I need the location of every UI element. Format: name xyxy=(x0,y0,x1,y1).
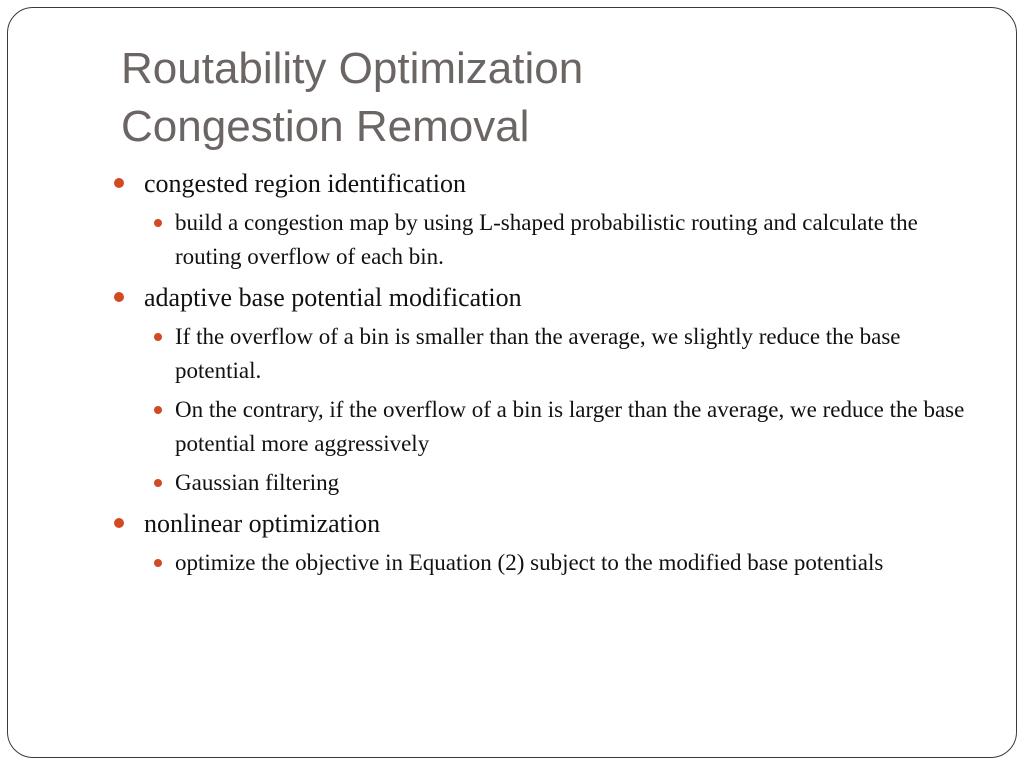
bullet-item xyxy=(113,166,973,274)
sub-bullet-text: build a congestion map by using L-shaped probabilistic routing and calculate the routing overflow of each bin. xyxy=(175,210,918,269)
sub-bullet-item xyxy=(144,206,973,274)
sub-bullet-dot-icon xyxy=(154,559,162,567)
sub-bullet-list xyxy=(144,546,973,580)
sub-bullet-item xyxy=(144,466,973,500)
sub-bullet-text: On the contrary, if the overflow of a bin is larger than the average, we reduce the base potential more aggressively xyxy=(175,397,965,456)
bullet-dot-icon xyxy=(114,178,124,188)
title-line-1: Routability Optimization xyxy=(121,44,584,93)
bullet-list xyxy=(113,166,973,580)
bullet-item xyxy=(113,280,973,500)
sub-bullet-list xyxy=(144,206,973,274)
sub-bullet-dot-icon xyxy=(154,219,162,227)
slide-title xyxy=(121,40,583,156)
sub-bullet-list xyxy=(144,320,973,500)
sub-bullet-dot-icon xyxy=(154,333,162,341)
sub-bullet-text: Gaussian filtering xyxy=(175,470,340,495)
slide-content xyxy=(113,166,973,586)
bullet-dot-icon xyxy=(114,292,124,302)
sub-bullet-item xyxy=(144,546,973,580)
title-line-2: Congestion Removal xyxy=(121,102,530,151)
sub-bullet-dot-icon xyxy=(154,406,162,414)
sub-bullet-item xyxy=(144,393,973,461)
bullet-item xyxy=(113,506,973,580)
sub-bullet-text: optimize the objective in Equation (2) subject to the modified base potentials xyxy=(175,550,884,575)
sub-bullet-item xyxy=(144,320,973,388)
bullet-text: congested region identification xyxy=(144,169,467,198)
bullet-text: adaptive base potential modification xyxy=(144,283,522,312)
sub-bullet-text: If the overflow of a bin is smaller than the average, we slightly reduce the base potential. xyxy=(175,324,901,383)
sub-bullet-dot-icon xyxy=(154,479,162,487)
bullet-text: nonlinear optimization xyxy=(144,509,381,538)
bullet-dot-icon xyxy=(114,518,124,528)
